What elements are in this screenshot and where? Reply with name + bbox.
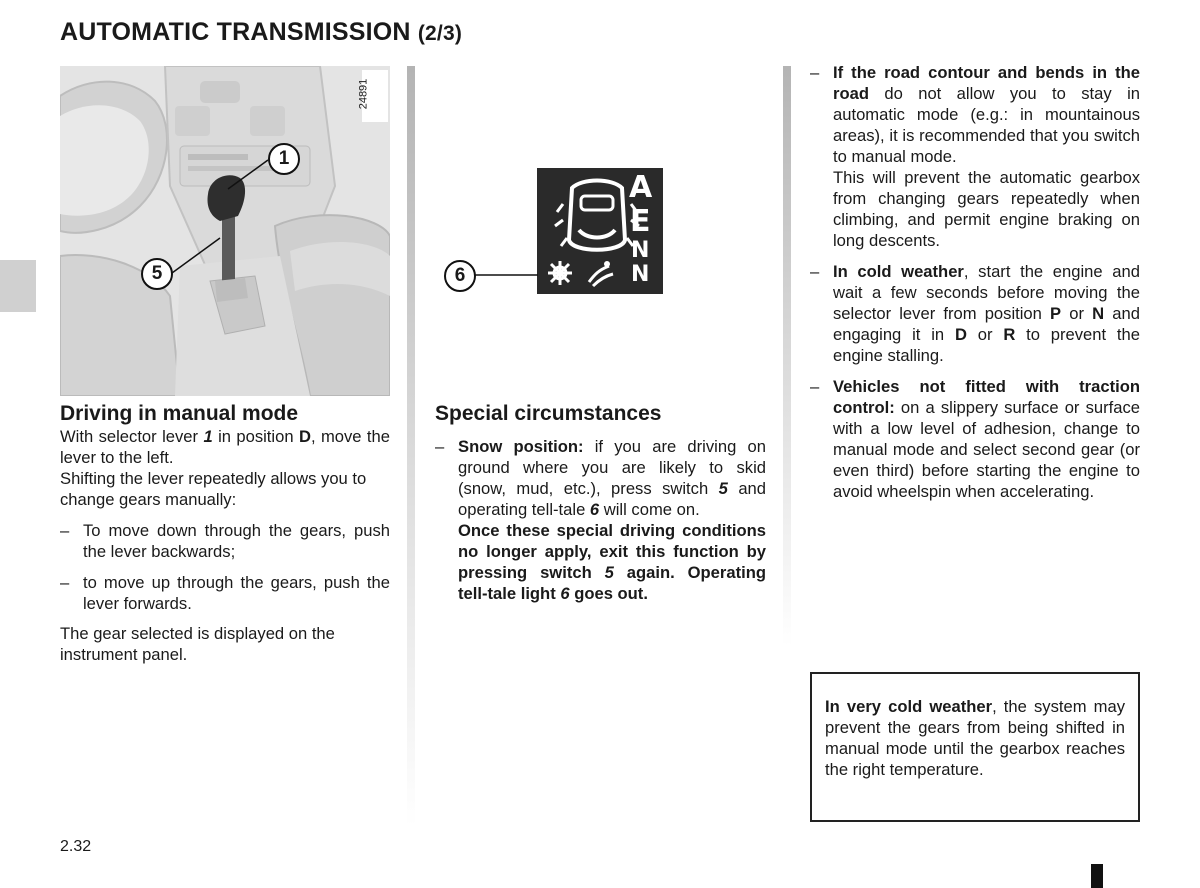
special-list: [435, 436, 766, 604]
callout-1: 1: [268, 143, 300, 175]
cold-text-b: and engaging it in: [833, 304, 1140, 344]
page-number: 2.32: [60, 838, 92, 855]
section-notes: [810, 62, 1140, 502]
manual-mode-intro: [60, 426, 390, 468]
ref-switch-5: 5: [604, 563, 614, 582]
gear-letter-e: E: [630, 204, 651, 239]
gear-letter-a: A: [629, 170, 653, 205]
heading-special-circumstances: Special circumstances: [435, 402, 662, 425]
cold-or-1: or: [1061, 304, 1093, 323]
callout-6: 6: [444, 260, 476, 292]
traction-label: Vehicles not fitted with traction control:: [833, 377, 1140, 417]
column-divider-left: [407, 66, 415, 826]
callout-leader-6: [470, 270, 540, 282]
cold-weather-note-box: [810, 672, 1140, 822]
manual-mode-para3: The gear selected is displayed on the instrument panel.: [60, 624, 335, 664]
title-part: (2/3): [417, 22, 463, 45]
intro-text-c: , move the lever to the left.: [60, 427, 390, 467]
list-item-cold: [810, 261, 1140, 366]
exit-text-b: again. Operating tell-tale light: [458, 563, 766, 603]
column-divider-right: [783, 66, 791, 646]
position-n: N: [1092, 304, 1105, 323]
snow-label: Snow position:: [458, 437, 584, 456]
ref-lever-1: 1: [203, 427, 213, 446]
callout-5: 5: [141, 258, 173, 290]
position-p: P: [1050, 304, 1062, 323]
snow-text-b: and operating tell-tale: [458, 479, 767, 519]
section-manual-mode: [60, 402, 390, 665]
snow-text-c: will come on.: [599, 500, 700, 519]
title-main: AUTOMATIC TRANSMISSION: [60, 18, 411, 46]
road-text: do not allow you to stay in automatic mode (e.g.: in mountainous areas), it is recommended that you switch to manual mode.: [833, 84, 1140, 166]
notes-list: [810, 62, 1140, 502]
list-item-traction: [810, 376, 1140, 502]
ref-telltale-6: 6: [560, 584, 570, 603]
callout-leaders-left: [60, 66, 390, 396]
intro-text-b: in position: [212, 427, 299, 446]
intro-text-a: With selector lever: [60, 427, 204, 446]
ref-telltale-6: 6: [589, 500, 600, 519]
exit-text-c: goes out.: [569, 584, 648, 603]
skid-icon: [585, 258, 615, 288]
gear-letter-n-2: N: [631, 262, 650, 287]
cold-text-c: to prevent the engine stalling.: [833, 325, 1140, 365]
cold-label: In cold weather: [833, 262, 964, 281]
road-label: If the road contour and bends in the road: [833, 63, 1140, 103]
gear-change-list: [60, 520, 390, 614]
note-label: In very cold weather: [825, 697, 993, 716]
list-item: – To move down through the gears, push the lever backwards;: [60, 520, 390, 562]
manual-mode-para2: Shifting the lever repeatedly allows you to change gears manually:: [60, 469, 367, 509]
page-edge-marker: [1091, 864, 1103, 888]
list-item-snow: [435, 436, 766, 604]
note-text: , the system may prevent the gears from being shifted in manual mode until the gearbox reaches the right temperature.: [825, 697, 1125, 779]
road-text-2: This will prevent the automatic gearbox from changing gears repeatedly when climbing, and permit engine braking on long descents.: [833, 168, 1140, 250]
figure-reference-code: 24891: [357, 78, 370, 110]
position-r: R: [1003, 325, 1016, 344]
list-item: – to move up through the gears, push the lever forwards.: [60, 572, 390, 614]
cold-text-a: , start the engine and wait a few seconds before moving the selector lever from position: [833, 262, 1140, 323]
chapter-tab: [0, 260, 36, 312]
ref-switch-5: 5: [718, 479, 728, 498]
cold-or-2: or: [966, 325, 1004, 344]
gear-letter-n-1: N: [631, 238, 650, 263]
heading-manual-mode: Driving in manual mode: [60, 402, 299, 425]
cold-weather-note: [825, 696, 1125, 780]
snowflake-icon: [547, 260, 573, 286]
snow-text-a: if you are driving on ground where you are likely to skid (snow, mud, etc.), press switch: [458, 437, 766, 498]
position-d: D: [298, 427, 311, 446]
traction-text: on a slippery surface or surface with a low level of adhesion, change to manual mode and select second gear (or even third) before starting the engine to avoid wheelspin when accelerating.: [833, 398, 1140, 501]
list-item-road: [810, 62, 1140, 251]
section-special-circumstances: [435, 402, 766, 604]
position-d: D: [954, 325, 967, 344]
instrument-panel-telltale: [537, 168, 663, 294]
exit-text-a: Once these special driving conditions no longer apply, exit this function by pressing switch: [458, 521, 766, 582]
exit-instructions: [458, 521, 766, 603]
page-title: [60, 18, 462, 47]
